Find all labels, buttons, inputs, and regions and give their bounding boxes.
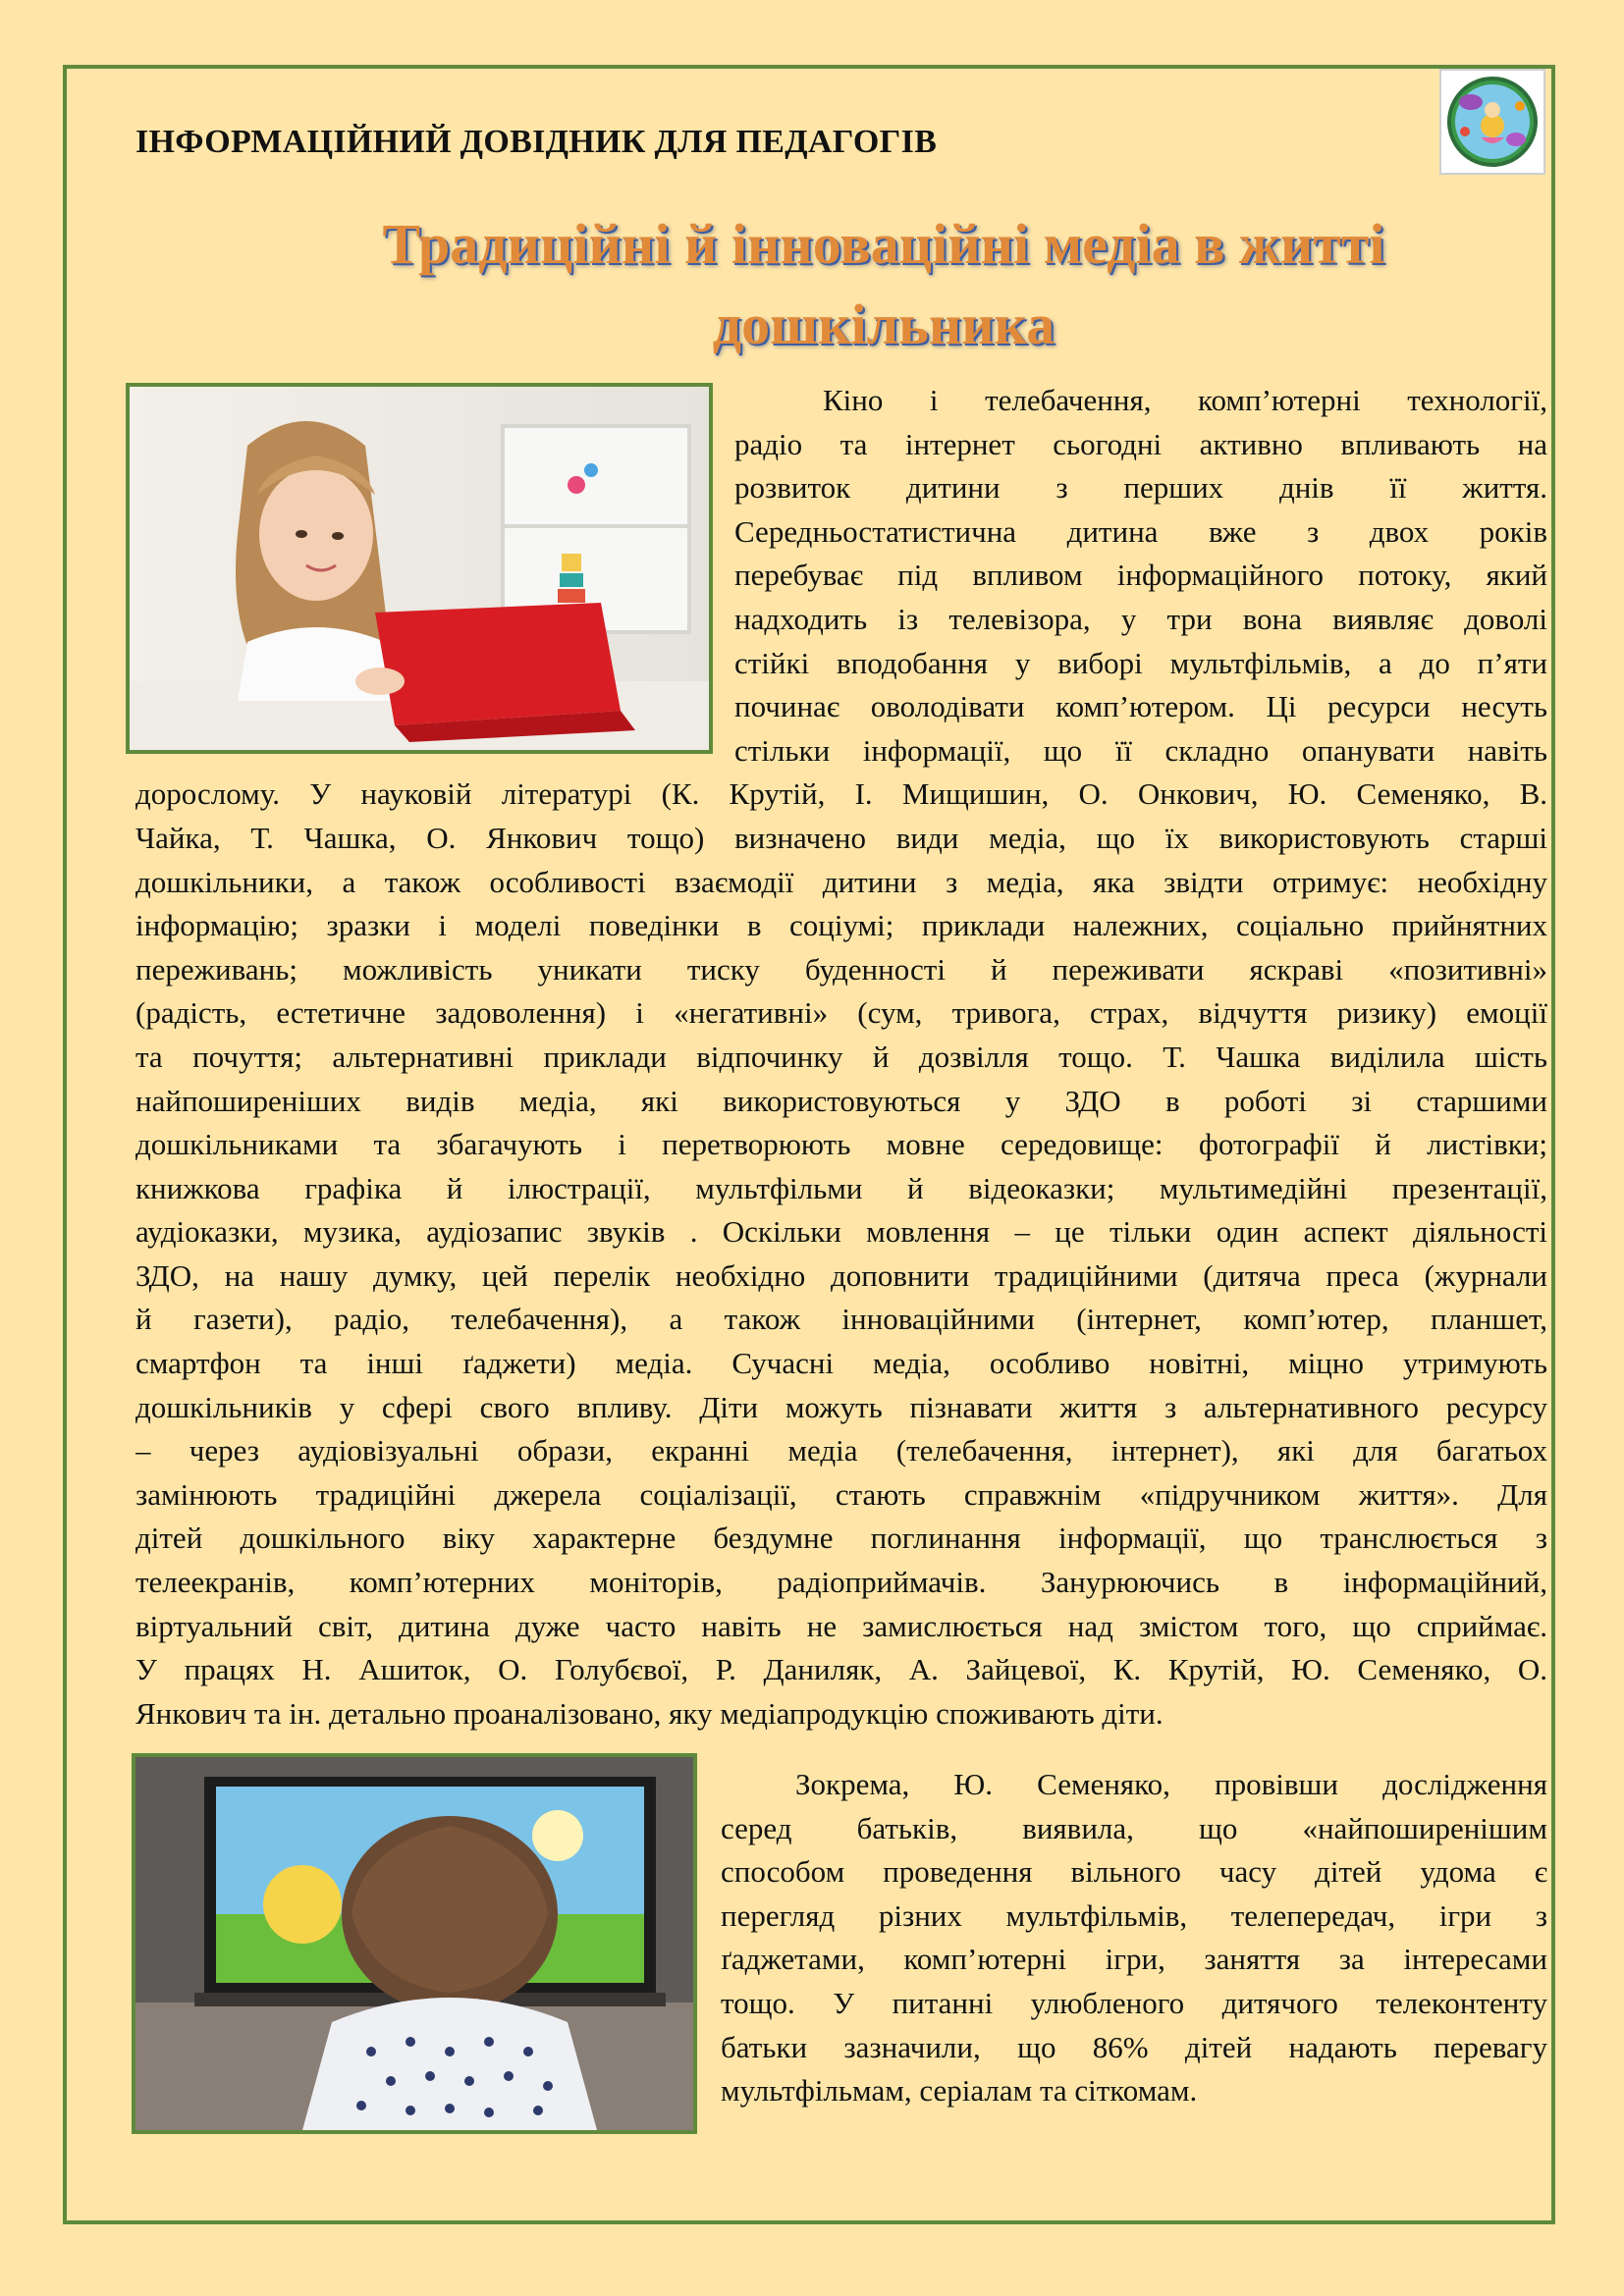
text-line: Середньостатистична дитина вже з двох років — [734, 513, 1547, 549]
text-line: У працях Н. Ашиток, О. Голубєвої, Р. Даниляк, А. Зайцевої, К. Крутій, Ю. Семеняко, О. — [135, 1652, 1547, 1687]
text-line: замінюють традиційні джерела соціалізації, стають справжнім «підручником життя». Для — [135, 1476, 1547, 1512]
text-line: батьки зазначили, що 86% дітей надають перевагу — [721, 2029, 1547, 2064]
text-line: Чайка, Т. Чашка, О. Янкович тощо) визначено види медіа, що їх використовують старші — [135, 820, 1547, 855]
text-line: починає оволодівати комп’ютером. Ці ресурси несуть — [734, 689, 1547, 724]
text-line: переживань; можливість уникати тиску буденності й переживати яскраві «позитивні» — [135, 951, 1547, 987]
text-line: аудіоказки, музика, аудіозапис звуків . Оскільки мовлення – це тільки один аспект діяльності — [135, 1214, 1547, 1250]
text-line: найпоширеніших видів медіа, які використовуються у ЗДО в роботі зі старшими — [135, 1083, 1547, 1118]
text-line: інформацію; зразки і моделі поведінки в соціумі; приклади належних, соціально прийнятних — [135, 908, 1547, 943]
text-line: стільки інформації, що її складно опанувати навіть — [734, 732, 1547, 768]
text-line: Янкович та ін. детально проаналізовано, яку медіапродукцію споживають діти. — [135, 1695, 1164, 1731]
text-line: й газети), радіо, телебачення), а також інноваційними (інтернет, комп’ютер, планшет, — [135, 1302, 1547, 1337]
text-line: перебуває під впливом інформаційного потоку, який — [734, 558, 1547, 593]
text-line: надходить із телевізора, у три вона виявляє доволі — [734, 601, 1547, 636]
club-emblem-icon — [1439, 69, 1545, 175]
text-line: Кіно і телебачення, комп’ютерні технології, — [823, 383, 1547, 417]
text-line: перегляд різних мультфільмів, телепередач, ігри з — [721, 1897, 1547, 1933]
text-line: способом проведення вільного часу дітей удома є — [721, 1854, 1547, 1890]
text-line: Зокрема, Ю. Семеняко, провівши дослідження — [795, 1767, 1547, 1801]
text-line: серед батьків, виявила, що «найпоширенішим — [721, 1810, 1547, 1845]
text-line: віртуальний світ, дитина дуже часто навіть не замислюється над змістом того, що сприймає. — [135, 1608, 1547, 1643]
text-line: тощо. У питанні улюбленого дитячого телеконтенту — [721, 1985, 1547, 2020]
article-paragraph-2 — [721, 1763, 1547, 2113]
text-line: (радість, естетичне задоволення) і «негативні» (сум, тривога, страх, відчуття ризику) емоції — [135, 995, 1547, 1031]
text-line: дорослому. У науковій літературі (К. Крутій, І. Мищишин, О. Онкович, Ю. Семеняко, В. — [135, 776, 1547, 812]
text-line: дошкільниками та збагачують і перетворюють мовне середовище: фотографії й листівки; — [135, 1127, 1547, 1162]
text-line: стійкі вподобання у виборі мультфільмів, а до п’яти — [734, 645, 1547, 680]
text-line: дошкільників у сфері свого впливу. Діти можуть пізнавати життя з альтернативного ресурсу — [135, 1389, 1547, 1424]
child-watching-tv-photo — [132, 1753, 697, 2134]
text-line: книжкова графіка й ілюстрації, мультфільми й відеоказки; мультимедійні презентації, — [135, 1170, 1547, 1205]
text-line: смартфон та інші ґаджети) медіа. Сучасні медіа, особливо новітні, міцно утримують — [135, 1346, 1547, 1381]
article-title-line-2: дошкільника — [712, 293, 1056, 356]
text-line: дошкільники, а також особливості взаємодії дитини з медіа, яка звідти отримує: необхідну — [135, 864, 1547, 899]
text-line: та почуття; альтернативні приклади відпочинку й дозвілля тощо. Т. Чашка виділила шість — [135, 1039, 1547, 1074]
text-line: мультфільмам, серіалам та сіткомам. — [721, 2073, 1198, 2109]
text-line: ЗДО, на нашу думку, цей перелік необхідно доповнити традиційними (дитяча преса (журнали — [135, 1257, 1547, 1293]
text-line: дітей дошкільного віку характерне бездумне поглинання інформації, що транслюється з — [135, 1521, 1547, 1556]
text-line: радіо та інтернет сьогодні активно впливають на — [734, 426, 1547, 461]
article-title-line-1: Традиційні й інноваційні медіа в житті — [382, 212, 1385, 276]
article-title — [196, 204, 1571, 365]
text-line: розвиток дитини з перших днів її життя. — [734, 470, 1547, 506]
page-header: ІНФОРМАЦІЙНИЙ ДОВІДНИК ДЛЯ ПЕДАГОГІВ — [135, 124, 938, 160]
article-body — [135, 379, 1547, 1735]
text-line: – через аудіовізуальні образи, екранні медіа (телебачення, інтернет), які для багатьох — [135, 1433, 1547, 1468]
text-line: телеекранів, комп’ютерних моніторів, радіоприймачів. Занурюючись в інформаційний, — [135, 1565, 1547, 1600]
text-line: ґаджетами, комп’ютерні ігри, заняття за інтересами — [721, 1942, 1547, 1977]
